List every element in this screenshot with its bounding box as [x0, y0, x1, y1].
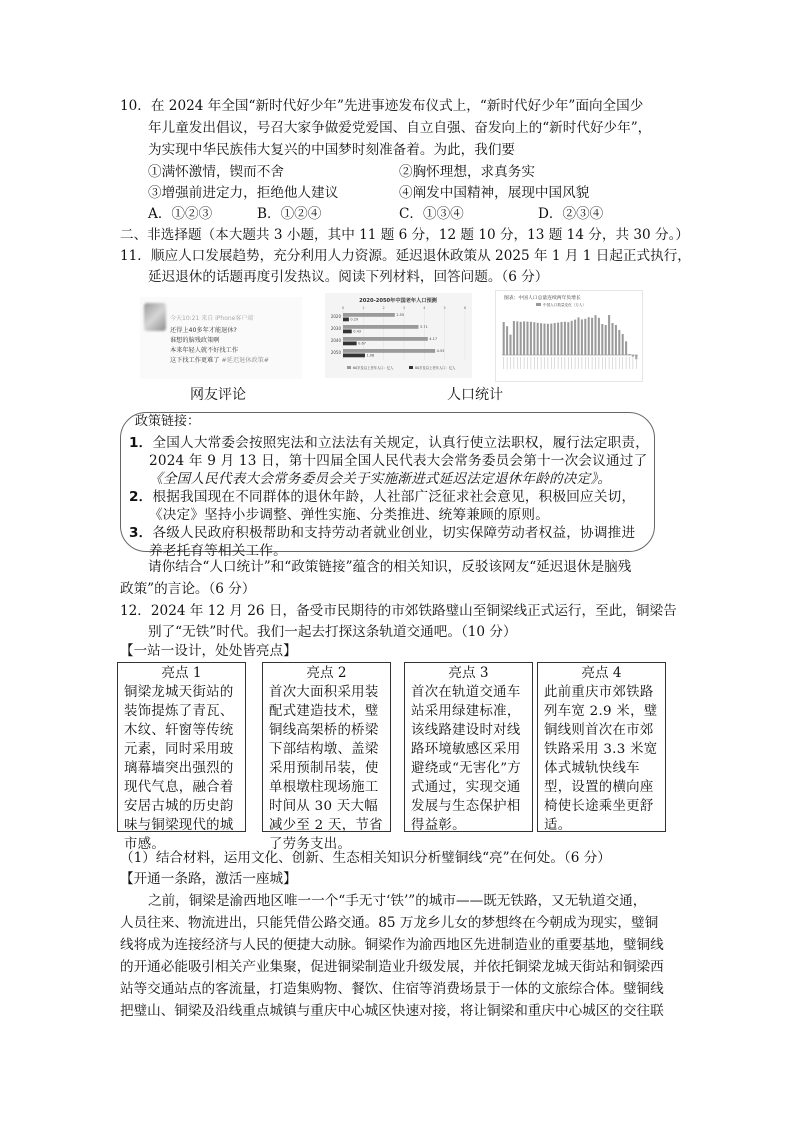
bar-chart-svg	[325, 293, 472, 378]
section-heading: 二、非选择题（本大题共 3 小题，其中 11 题 6 分，12 题 10 分，13 题 14 分，共 30 分。）	[120, 227, 689, 243]
column	[513, 321, 515, 355]
q10-stem-line3: 为实现中华民族伟大复兴的中国梦时刻准备着。为此，我们要	[148, 142, 516, 158]
policy-item-1-line3: 《全国人民代表大会常务委员会关于实施渐进式延迟法定退休年龄的决定》。	[149, 471, 612, 487]
category-label: 2040	[330, 338, 341, 343]
legend-swatch	[409, 366, 413, 369]
legend-label: 60岁及以上老年人口：亿人	[353, 366, 394, 370]
highlight-card-4	[537, 662, 666, 832]
q12-stem-line1: 12．2024 年 12 月 26 日，备受市民期待的市郊铁路璧山至铜梁线正式运行，至此，铜梁告	[120, 603, 677, 619]
bar	[343, 349, 435, 353]
data-label: 2.55	[396, 313, 405, 318]
column	[530, 322, 532, 355]
q12-stem-line2: 别了“无铁”时代。我们一起去打探这条轨道交通吧。（10 分）	[148, 624, 517, 640]
column	[567, 322, 569, 355]
q10-option-1: ①满怀激情，锲而不舍	[148, 164, 284, 180]
column	[611, 323, 613, 355]
bar	[343, 318, 349, 322]
highlight-card-title: 亮点 2	[306, 665, 347, 681]
category-label: 2030	[330, 326, 341, 331]
legend-label: 80岁及以上老年人口：亿人	[415, 366, 456, 370]
q10-option-2: ②胸怀理想，求真务实	[399, 164, 535, 180]
policy-item-2-line1: 2．根据我国现在不同群体的退休年龄，人社部广泛征求社会意见，积极回应关切，	[129, 489, 636, 505]
legend-swatch	[347, 366, 351, 369]
q10-option-3: ③增强前进定力，拒绝他人建议	[148, 185, 339, 201]
x-tick-label: 6	[463, 306, 467, 310]
q12-paragraph-line: 之前，铜梁是渝西地区唯一一个“手无寸‘铁’”的城市——既无铁路，又无轨道交通，	[148, 893, 647, 909]
policy-item-1-line2: 2024 年 9 月 13 日，第十四届全国人民代表大会常务委员会第十一次会议通过了	[149, 453, 648, 469]
caption-netizen-comment: 网友评论	[190, 387, 246, 403]
column-chart-svg	[496, 291, 642, 381]
q11-ask-line1: 请你结合“人口统计”和“政策链接”蕴含的相关知识，反驳该网友“延迟退休是脑残	[148, 559, 632, 575]
column	[622, 334, 624, 355]
comment-hashtag: #延迟退休政策#	[221, 357, 269, 364]
column	[564, 322, 566, 355]
column	[503, 322, 505, 355]
caption-population-stats: 人口统计	[447, 387, 503, 403]
column	[632, 355, 634, 357]
column	[615, 325, 617, 355]
highlight-card-title: 亮点 3	[448, 665, 489, 681]
column	[577, 317, 579, 355]
x-tick-label: 4	[423, 306, 426, 310]
column	[523, 321, 525, 355]
data-label: 0.67	[358, 341, 366, 346]
data-label: 1.08	[366, 353, 375, 358]
q11-ask-line2: 政策”的言论。（6 分）	[120, 581, 256, 597]
column	[618, 330, 620, 355]
column	[506, 326, 508, 355]
data-label: 4.53	[436, 349, 445, 354]
q12-paragraph-line: 把璧山、铜梁及沿线重点城镇与重庆中心城区快速对接，将让铜梁和重庆中心城区的交往联	[120, 1003, 664, 1019]
column	[540, 323, 542, 355]
column	[571, 321, 573, 355]
column	[605, 325, 607, 355]
highlight-card-body: 铜梁龙城天街站的装饰提炼了青瓦、木纹、轩窗等传统元素，同时采用玻璃幕墙突出强烈的现代气息，融合着安居古城的历史韵味与铜梁现代的城市感。	[124, 685, 234, 852]
bar	[343, 330, 352, 334]
policy-item-3-line2: 养老托育等相关工作。	[149, 543, 287, 559]
column	[547, 324, 549, 355]
column	[608, 315, 610, 355]
column	[581, 319, 583, 355]
bar	[343, 342, 357, 346]
column	[557, 323, 559, 355]
q10-stem-line1: 10．在 2024 年全国“新时代好少年”先进事迹发布仪式上，“新时代好少年”面向全国少	[120, 98, 644, 114]
column	[533, 322, 535, 355]
data-label: 0.43	[353, 329, 362, 334]
data-label: 0.29	[350, 317, 359, 322]
bar	[343, 313, 395, 317]
policy-title: 政策链接：	[135, 414, 201, 429]
column	[520, 322, 522, 355]
q12-paragraph-line: 人员往来、物流进出，只能凭借公路交通。85 万龙乡儿女的梦想终在今朝成为现实，璧铜	[120, 915, 659, 931]
q12-paragraph-line: 的开通必能吸引相关产业集聚，促进铜梁制造业升级发展，并依托铜梁龙城天街站和铜梁西	[120, 959, 664, 975]
highlight-card-body: 首次在轨道交通车站采用绿建标准，该线路建设时对线路环境敏感区采用避绕或“无害化”方式通过，实现交通发展与生态保护相得益彰。	[411, 685, 522, 833]
policy-item-1-line1: 1．全国人大常委会按照宪法和立法法有关规定，认真行使立法职权，履行法定职责，	[129, 435, 650, 451]
highlight-card-body: 首次大面积采用装配式建造技术，璧铜线高架桥的桥梁下部结构墩、盖梁采用预制吊装，使单根墩柱现场施工时间从 30 天大幅减少至 2 天，节省了劳务支出。	[269, 685, 383, 852]
column	[584, 319, 586, 355]
policy-link-box	[120, 412, 655, 559]
column	[594, 315, 596, 355]
x-tick-label: 5	[443, 306, 446, 310]
column	[516, 321, 518, 355]
chart-title: 图表：中国人口总量连续两年负增长	[504, 296, 581, 301]
bar	[343, 325, 418, 329]
column	[591, 318, 593, 355]
q10-stem-line2: 年儿童发出倡议，号召大家争做爱党爱国、自立自强、奋发向上的“新时代好少年”，	[148, 120, 652, 136]
column	[543, 324, 545, 355]
policy-item-2-line2: 《决定》坚持小步调整、弹性实施、分类推进、统筹兼顾的原则。	[149, 507, 550, 523]
column	[537, 323, 539, 355]
blurred-avatar	[144, 303, 166, 331]
q12-paragraph-line: 站等交通站点的客流量，打造集购物、餐饮、住宿等消费场景于一体的文旅综合体。璧铜线	[120, 981, 664, 997]
population-change-column-chart	[495, 290, 643, 382]
legend-label: 中国人口数量变化（万人）	[543, 303, 587, 307]
q12-paragraph-line: 线将成为连接经济与人民的便捷大动脉。铜梁作为渝西地区先进制造业的重要基地，璧铜线	[120, 937, 664, 953]
comment-line: 这下找工作更难了 #延迟退休政策#	[170, 357, 269, 364]
column	[554, 323, 556, 355]
comment-line: 本来年轻人就不好找工作	[170, 347, 239, 354]
q10-choice-b: B．①②④	[257, 206, 322, 222]
q11-stem-line2: 延迟退休的话题再度引发热议。阅读下列材料，回答问题。（6 分）	[148, 269, 549, 285]
elderly-population-bar-chart	[325, 293, 472, 378]
bar	[343, 337, 428, 341]
policy-item-3-line1: 3．各级人民政府积极帮助和支持劳动者就业创业，切实保障劳动者权益，协调推进	[129, 525, 636, 541]
q10-choice-c: C．①③④	[399, 206, 464, 222]
column	[625, 341, 627, 355]
q10-choice-d: D．②③④	[538, 206, 604, 222]
category-label: 2020	[330, 314, 341, 319]
x-tick-label: 1	[362, 306, 365, 310]
column	[574, 320, 576, 355]
column	[509, 335, 511, 355]
category-label: 2050	[330, 350, 341, 355]
bar	[343, 354, 365, 358]
q12-subheading-1: 【一站一设计，处处皆亮点】	[120, 643, 297, 659]
column	[598, 318, 600, 355]
x-tick-label: 0	[341, 306, 345, 310]
data-label: 4.17	[429, 337, 438, 342]
highlight-card-2	[262, 662, 391, 852]
column	[560, 322, 562, 355]
q11-stem-line1: 11．顺应人口发展趋势，充分利用人力资源。延迟退休政策从 2025 年 1 月 1 日起正式执行，	[120, 248, 691, 264]
q10-option-4: ④阐发中国精神，展现中国风貌	[399, 185, 590, 201]
column	[628, 354, 630, 355]
x-tick-label: 3	[402, 306, 406, 310]
highlight-card-1	[117, 662, 246, 852]
column	[550, 324, 552, 355]
highlight-card-title: 亮点 1	[161, 665, 202, 681]
q12-ask-1: （1）结合材料，运用文化、创新、生态相关知识分析璧铜线“亮”在何处。（6 分）	[120, 850, 611, 866]
highlight-card-title: 亮点 4	[581, 665, 622, 681]
legend-swatch	[536, 303, 541, 306]
x-tick-label: 2	[382, 306, 385, 310]
data-label: 3.71	[419, 325, 428, 330]
comment-meta: 今天10:21 来自 iPhone客户端	[170, 315, 254, 322]
netizen-comment-screenshot	[140, 297, 302, 379]
comment-line: 谁想的脑残政策啊	[170, 337, 220, 344]
q12-subheading-2: 【开通一条路，激活一座城】	[120, 871, 297, 887]
column	[588, 317, 590, 355]
chart-title: 2020-2050年中国老年人口预测	[359, 298, 437, 304]
highlight-card-body: 此前重庆市郊铁路列车宽 2.9 米，璧铜线则首次在市郊铁路采用 3.3 米宽体式城轨快线车型，设置的横向座椅使长途乘坐更舒适。	[544, 685, 658, 833]
column	[526, 322, 528, 355]
comment-line: 还得上40多年才能退休?	[170, 327, 237, 334]
column	[601, 324, 603, 355]
q10-choice-a: A．①②③	[148, 206, 213, 222]
highlight-card-3	[404, 662, 533, 832]
